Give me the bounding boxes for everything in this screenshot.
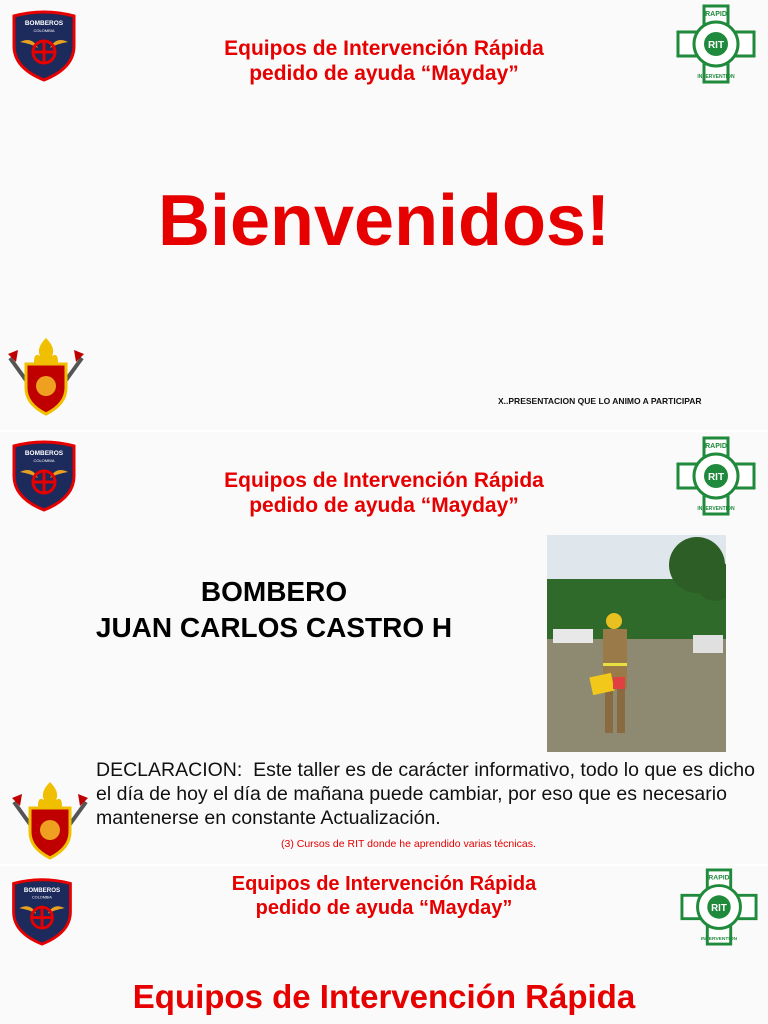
slide-2: [0, 432, 768, 864]
slide-3: [0, 866, 768, 1024]
svg-text:COLOMBIA: COLOMBIA: [33, 458, 55, 463]
presenter-role: BOMBERO: [200, 576, 348, 607]
slide-title: [0, 872, 768, 920]
slide-title-line-2: pedido de ayuda “Mayday”: [249, 494, 519, 518]
svg-text:INTERVENTION: INTERVENTION: [700, 937, 738, 943]
svg-text:RIT: RIT: [711, 902, 727, 914]
slide-title-line-1: Equipos de Intervención Rápida: [224, 37, 544, 60]
slide-title: [0, 36, 768, 86]
svg-text:RIT: RIT: [707, 40, 725, 51]
svg-text:RAPID: RAPID: [705, 443, 727, 450]
declaration-label: DECLARACION:: [96, 759, 243, 781]
slide-title: [0, 468, 768, 518]
welcome-heading: Bienvenidos!: [157, 181, 611, 261]
declaration-body: Este taller es de carácter informativo, todo lo que es dicho el día de hoy el día de mañana puede cambiar, por eso que es necesario mantenerse en constante Actualización.: [96, 759, 755, 829]
slide-1: [0, 0, 768, 430]
slide-title-line-2: pedido de ayuda “Mayday”: [255, 897, 513, 919]
svg-text:RIT: RIT: [707, 472, 725, 483]
firefighter-shield-icon: [4, 336, 88, 420]
svg-text:INTERVENTION: INTERVENTION: [697, 74, 735, 80]
presenter-full-name: JUAN CARLOS CASTRO H: [95, 612, 453, 643]
svg-text:COLOMBIA: COLOMBIA: [32, 895, 52, 900]
firefighter-shield-icon: [8, 780, 92, 864]
courses-note: (3) Cursos de RIT donde he aprendido varias técnicas.: [281, 838, 536, 850]
presentation-note: X..PRESENTACION QUE LO ANIMO A PARTICIPAR: [498, 396, 702, 406]
rit-logo: [676, 436, 756, 516]
slide-title-line-1: Equipos de Intervención Rápida: [224, 469, 544, 492]
svg-text:RAPID: RAPID: [708, 874, 730, 882]
slide-title-line-1: Equipos de Intervención Rápida: [231, 873, 537, 895]
svg-text:RAPID: RAPID: [705, 11, 727, 18]
svg-text:BOMBEROS: BOMBEROS: [24, 20, 64, 27]
presenter-name: [0, 574, 548, 646]
firefighter-photo: [547, 535, 726, 752]
rit-logo: [680, 868, 758, 946]
rit-logo: [676, 4, 756, 84]
svg-text:COLOMBIA: COLOMBIA: [33, 28, 55, 33]
svg-text:BOMBEROS: BOMBEROS: [24, 450, 64, 457]
section-heading: Equipos de Intervención Rápida: [132, 978, 636, 1015]
declaration-text: [96, 758, 768, 830]
svg-text:BOMBEROS: BOMBEROS: [23, 887, 61, 894]
svg-text:INTERVENTION: INTERVENTION: [697, 506, 735, 512]
slide-title-line-2: pedido de ayuda “Mayday”: [249, 62, 519, 86]
